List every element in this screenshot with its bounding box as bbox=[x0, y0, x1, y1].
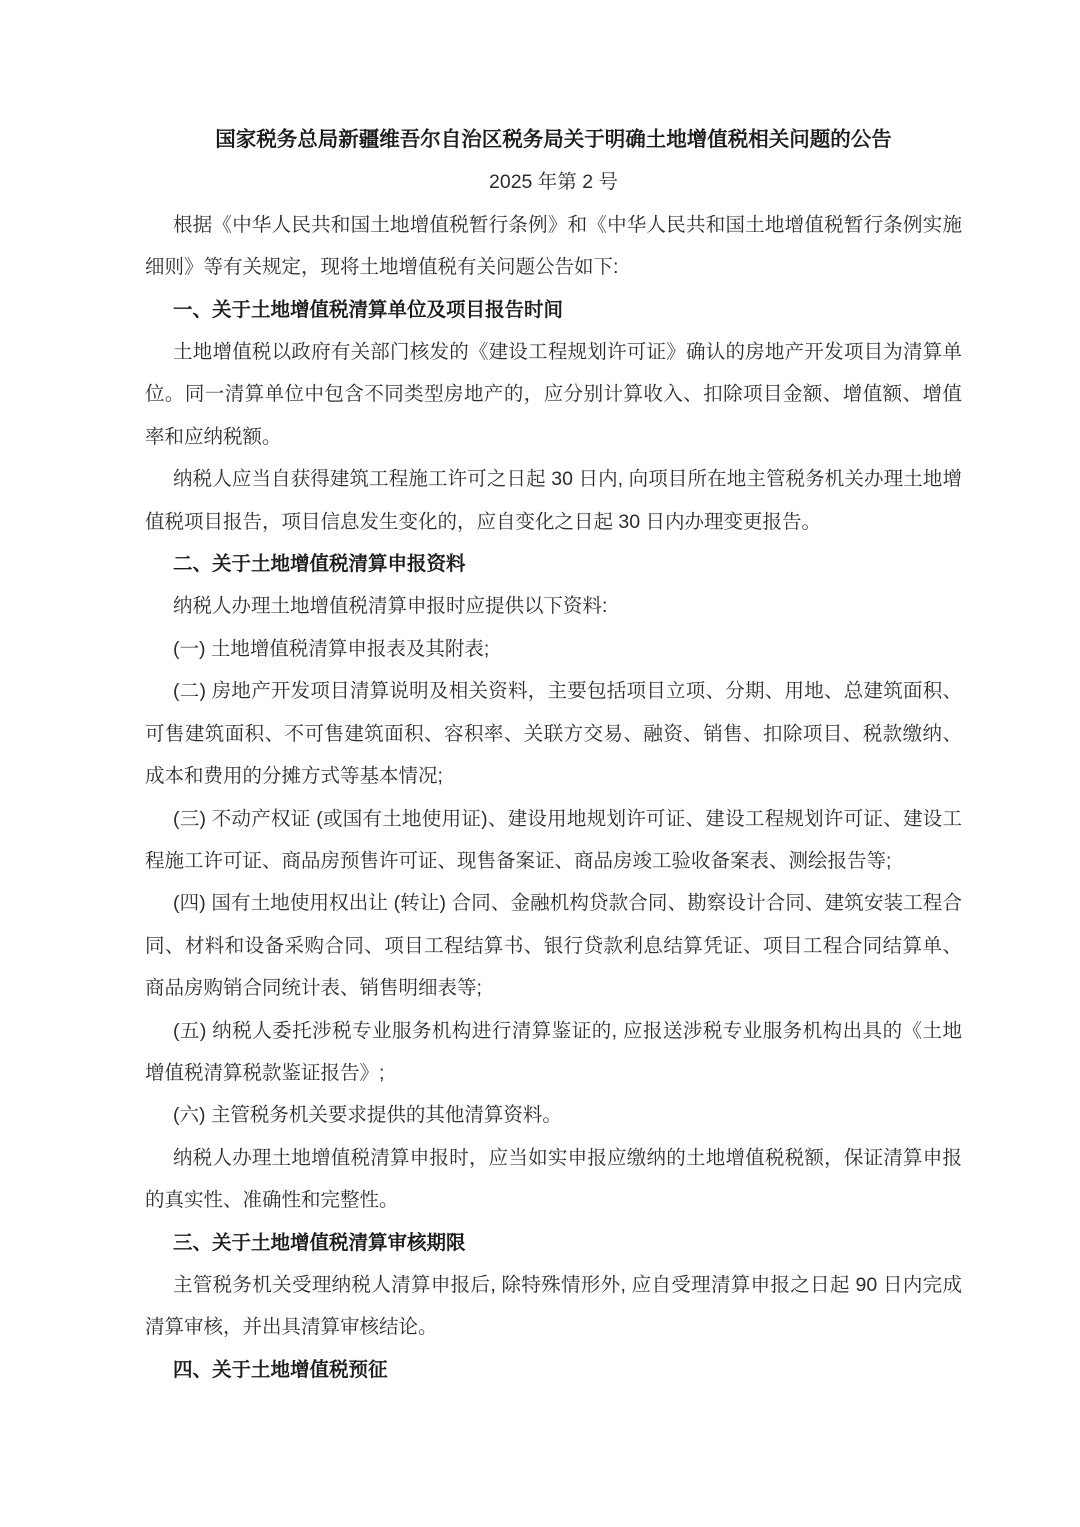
section-heading-3: 三、关于土地增值税清算审核期限 bbox=[173, 1231, 466, 1254]
paragraph: 主管税务机关受理纳税人清算申报后, 除特殊情形外, 应自受理清算申报之日起 90 日内完成清算审核，并出具清算审核结论。 bbox=[145, 1273, 962, 1339]
list-item-1: (一) 土地增值税清算申报表及其附表; bbox=[173, 637, 490, 660]
section-heading-2: 二、关于土地增值税清算申报资料 bbox=[173, 553, 466, 576]
paragraph: 纳税人办理土地增值税清算申报时，应当如实申报应缴纳的土地增值税税额，保证清算申报的真实性、准确性和完整性。 bbox=[145, 1146, 962, 1212]
document-title: 国家税务总局新疆维吾尔自治区税务局关于明确土地增值税相关问题的公告 bbox=[215, 128, 892, 151]
list-item-2: (二) 房地产开发项目清算说明及相关资料，主要包括项目立项、分期、用地、总建筑面积、可售建筑面积、不可售建筑面积、容积率、关联方交易、融资、销售、扣除项目、税款缴纳、成本和费用的分摊方式等基本情况; bbox=[145, 680, 962, 788]
document-issue-number: 2025 年第 2 号 bbox=[489, 171, 618, 194]
intro-paragraph: 根据《中华人民共和国土地增值税暂行条例》和《中华人民共和国土地增值税暂行条例实施细则》等有关规定，现将土地增值税有关问题公告如下: bbox=[145, 213, 962, 279]
paragraph: 纳税人应当自获得建筑工程施工许可之日起 30 日内, 向项目所在地主管税务机关办理土地增值税项目报告，项目信息发生变化的，应自变化之日起 30 日内办理变更报告。 bbox=[145, 468, 962, 533]
section-heading-1: 一、关于土地增值税清算单位及项目报告时间 bbox=[173, 298, 564, 321]
section-heading-4: 四、关于土地增值税预征 bbox=[173, 1358, 388, 1381]
list-item-4: (四) 国有土地使用权出让 (转让) 合同、金融机构贷款合同、勘察设计合同、建筑安装工程合同、材料和设备采购合同、项目工程结算书、银行贷款利息结算凭证、项目工程合同结算单、商品房购销合同统计表、销售明细表等; bbox=[145, 892, 962, 1000]
paragraph: 土地增值税以政府有关部门核发的《建设工程规划许可证》确认的房地产开发项目为清算单位。同一清算单位中包含不同类型房地产的，应分别计算收入、扣除项目金额、增值额、增值率和应纳税额。 bbox=[145, 341, 962, 448]
list-item-3: (三) 不动产权证 (或国有土地使用证)、建设用地规划许可证、建设工程规划许可证、建设工程施工许可证、商品房预售许可证、现售备案证、商品房竣工验收备案表、测绘报告等; bbox=[145, 807, 962, 872]
paragraph: 纳税人办理土地增值税清算申报时应提供以下资料: bbox=[173, 595, 608, 618]
list-item-5: (五) 纳税人委托涉税专业服务机构进行清算鉴证的, 应报送涉税专业服务机构出具的《土地增值税清算税款鉴证报告》; bbox=[145, 1019, 962, 1084]
list-item-6: (六) 主管税务机关要求提供的其他清算资料。 bbox=[173, 1104, 562, 1127]
